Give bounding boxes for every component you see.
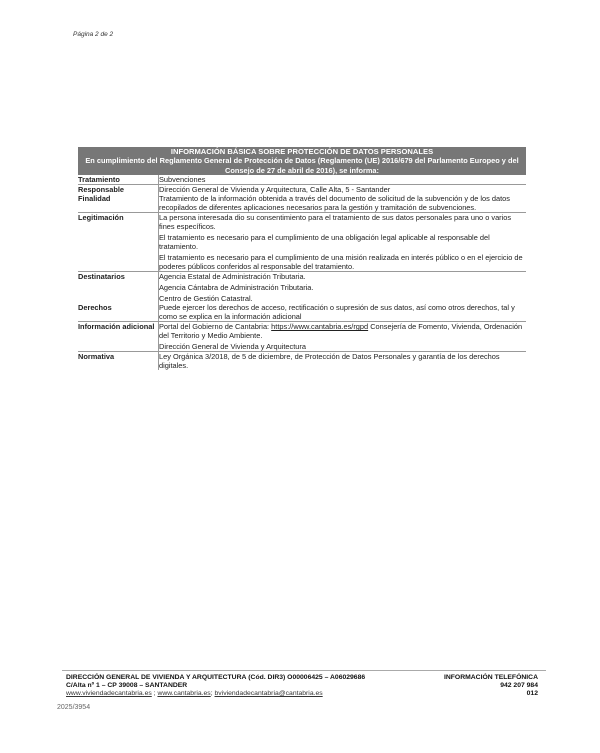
table-header [78,147,526,175]
footer-web-vivienda-link[interactable]: www.viviendadecantabria.es [66,690,152,698]
row-label: Responsable [78,185,159,195]
table-subtitle: En cumplimiento del Reglamento General de Protección de Datos (Reglamento (UE) 2016/679 del Parlamento Europeo y del Consejo de 27 de abril de 2016), se informa: [85,156,519,175]
row-label: Derechos [78,303,159,322]
footer-divider [62,670,546,671]
row-value [159,272,527,304]
phone-label: INFORMACIÓN TELEFÓNICA [443,674,538,681]
row-destinatarios [78,272,526,304]
row-value: Tratamiento de la información obtenida a través del documento de solicitud de la subvención y de los datos recopilados de diferentes aplicaciones necesarios para la gestión y tramitación de subvenciones. [159,194,510,213]
legitimacion-legal-obligation: El tratamiento es necesario para el cumplimiento de una obligación legal aplicable al responsable del tratamiento. [159,233,490,252]
footer-address: C/Alta nº 1 – CP 39008 – SANTANDER [66,682,188,690]
row-value [159,322,527,352]
phone-number: 942 207 984 [500,682,538,690]
footer-web-cantabria-link[interactable]: www.cantabria.es [157,690,211,698]
row-value: Ley Orgánica 3/2018, de 5 de diciembre, de Protección de Datos Personales y garantía de los derechos digitales. [159,352,527,371]
page-number: Página 2 de 2 [73,31,114,38]
row-finalidad [78,194,526,213]
portal-text: Portal del Gobierno de Cantabria: [159,322,270,332]
row-value: Subvenciones [159,175,206,185]
table-title: INFORMACIÓN BÁSICA SOBRE PROTECCIÓN DE DATOS PERSONALES [170,147,434,156]
legitimacion-consent: La persona interesada dio su consentimiento para el tratamiento de sus datos personales para uno o varios fines específicos. [159,213,512,232]
recipient-item: Centro de Gestión Catastral. [159,294,253,304]
row-derechos [78,303,526,322]
footer-phone [420,674,538,699]
row-label: Destinatarios [78,272,159,304]
data-protection-table [78,147,526,370]
document-number: 2025/3954 [57,704,91,711]
row-informacion-adicional [78,322,526,352]
row-label: Legitimación [78,213,159,272]
row-value [159,213,527,272]
row-responsable [78,185,526,195]
recipient-item: Agencia Estatal de Administración Tributaria. [159,272,306,282]
footer-separator: ; [151,690,158,698]
row-label: Información adicional [78,322,159,352]
row-value: Puede ejercer los derechos de acceso, rectificación o supresión de sus datos, así como otros derechos, tal y como se explica en la información adicional [159,303,515,322]
footer-contact [66,674,365,699]
row-label: Finalidad [78,194,159,213]
footer-separator: ; [210,690,215,698]
footer-org-name: DIRECCIÓN GENERAL DE VIVIENDA Y ARQUITECTURA [66,674,247,681]
row-tratamiento [78,175,526,185]
phone-short-number: 012 [526,690,538,698]
additional-info-direction: Dirección General de Vivienda y Arquitectura [159,342,306,352]
row-legitimacion [78,213,526,272]
portal-rest: Consejería de Fomento, Vivienda, Ordenación del Territorio y Medio Ambiente. [159,322,523,341]
row-label: Tratamiento [78,175,159,185]
row-value: Dirección General de Vivienda y Arquitectura, Calle Alta, 5 - Santander [159,185,527,195]
row-label: Normativa [78,352,159,371]
footer-email-link[interactable]: bviviendadecantabria@cantabria.es [214,690,323,698]
rgpd-link[interactable]: https://www.cantabria.es/rgpd [271,322,369,332]
footer-org-code: (Cód. DIR3) O00006425 – A06029686 [248,674,366,681]
legitimacion-public-interest: El tratamiento es necesario para el cumplimiento de una misión realizada en interés público o en el ejercicio de poderes públicos conferidos al responsable del tratamiento. [159,253,523,272]
recipient-item: Agencia Cántabra de Administración Tributaria. [159,283,314,293]
row-normativa [78,352,526,371]
additional-info-portal [159,322,526,340]
